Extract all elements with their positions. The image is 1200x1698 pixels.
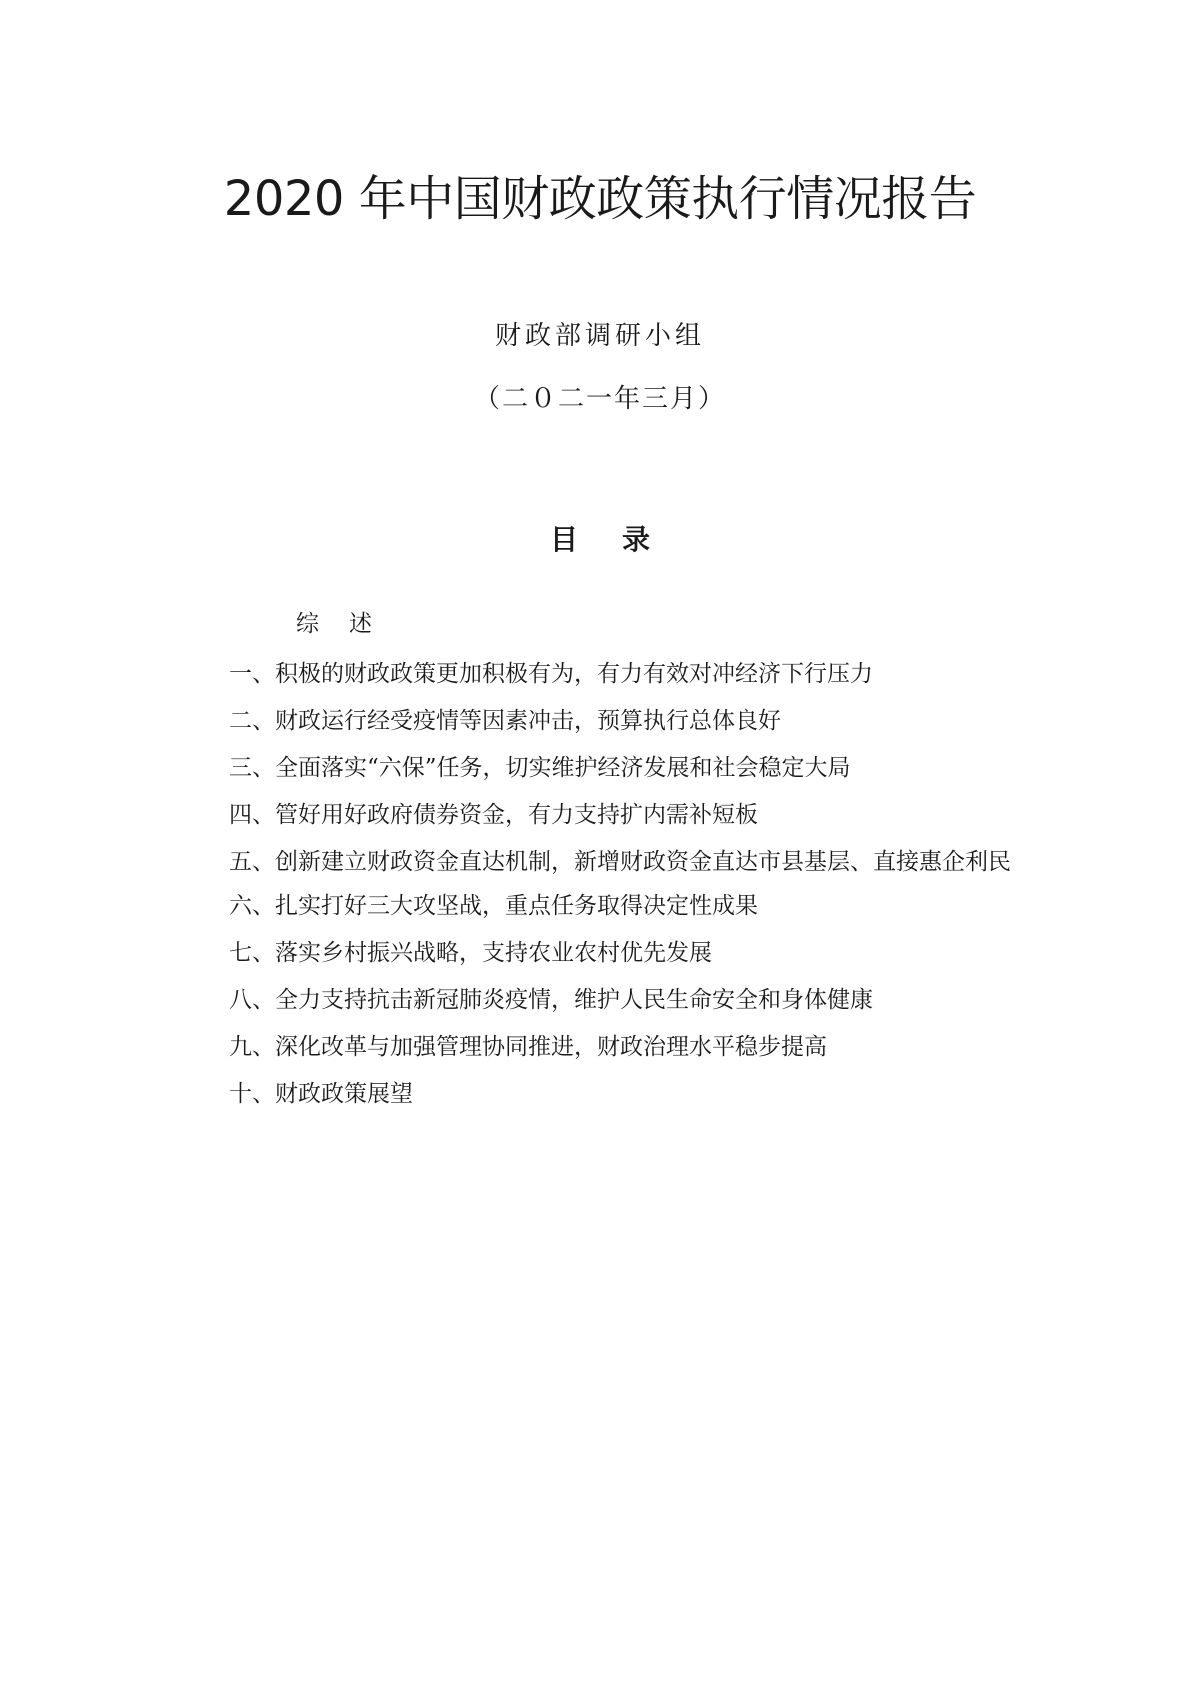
toc-item[interactable]: 二、财政运行经受疫情等因素冲击，预算执行总体良好	[229, 708, 781, 734]
toc-item[interactable]: 九、深化改革与加强管理协同推进，财政治理水平稳步提高	[229, 1034, 827, 1060]
toc-item[interactable]: 十、财政政策展望	[229, 1081, 413, 1107]
toc-item[interactable]: 八、全力支持抗击新冠肺炎疫情，维护人民生命安全和身体健康	[229, 987, 873, 1013]
toc-item[interactable]: 七、落实乡村振兴战略，支持农业农村优先发展	[229, 940, 712, 966]
toc-item[interactable]: 五、创新建立财政资金直达机制，新增财政资金直达市县基层、直接惠企利民	[229, 849, 1011, 875]
toc-item[interactable]: 六、扎实打好三大攻坚战，重点任务取得决定性成果	[229, 893, 758, 919]
toc-item[interactable]: 一、积极的财政政策更加积极有为，有力有效对冲经济下行压力	[229, 661, 873, 687]
document-date: （二０二一年三月）	[473, 384, 726, 414]
toc-summary[interactable]: 综述	[296, 611, 402, 637]
document-title: 2020 年中国财政政策执行情况报告	[223, 171, 977, 227]
toc-item[interactable]: 四、管好用好政府债券资金，有力支持扩内需补短板	[229, 802, 758, 828]
toc-item[interactable]: 三、全面落实“六保”任务，切实维护经济发展和社会稳定大局	[229, 755, 851, 781]
document-author: 财政部调研小组	[494, 321, 705, 351]
toc-list	[182, 658, 1012, 1125]
toc-heading: 目录	[549, 523, 694, 556]
